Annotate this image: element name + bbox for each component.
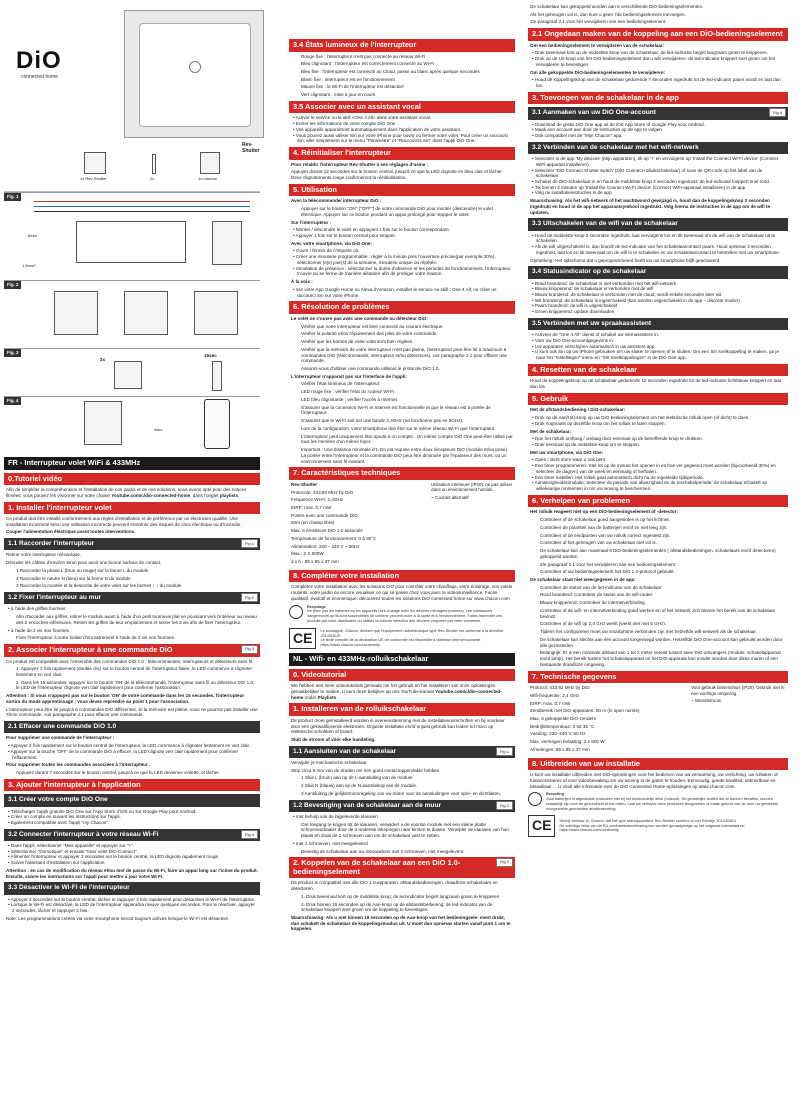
figure-2: Fig. 2 [4,280,260,348]
module-terminal-diagram [76,221,186,263]
figure-3: Fig. 3 2x 15sec [4,348,260,396]
product-photo [124,10,264,138]
fig-label: Fig. 1 [4,193,21,201]
brand-subtitle: connected home [21,74,58,80]
column-2: 3.4 États lumineux de l'interrupteur Rouge fixe : l'interrupteur n'est pas connecté au réseau Wi-Fi Bleu clignotant : l'interrupteur est correctement connecté au Wi-Fi Bleu fixe : l'interrupteur est connecté au Cloud, passe au blanc après quelque secondes Blanc fixe : interrupteur est en fonctionnement Mauve fixe : le Wi-Fi de l'interrupteur est désactivé Vert clignotant : mise à jour en cours 3.5 Associer avec un assistant vocal • Activer le service ou la skill «One 4 All» dans votre assistant vocal. • Entrer les informations de votre compte DiO One. • Vos appareils apparaîtront automatiquement dans l'application de votre assistant. • Vous pouvez aussi utiliser Siri sur votre iPhone pour ouvrir ou fermer votre volet. Pour créer un raccourci Siri, aller simplement sur le menu "Paramètre" et "Raccourcis Siri" dans l'appli DiO One. 4. Réinitialiser l'interrupteur Pour rétablir l'interrupteur Rev-Shutter à ses réglages d'usine : Appuyer durant 12 secondes sur le bouton central, jusqu'à ce que la LED clignote en bleu clair et lâcher. Deux clignotements rouge confirmeront la réinitialisation. 5. Utilisation Avec la télécommande/ interrupteur DiO : Appuyer sur le bouton "ON" ("OFF") de votre commande DiO pour monter (descendre) le volet électrique. Appuyer sur ce bouton pendant un appui prolongé pour stopper le volet. Sur l'interrupteur : • Monter / descendre le volet en appuyant 1 fois sur le bouton correspondant. • Appuyer 1 fois sur le bouton central pour stopper. Avec votre smartphone, via DiO One: • Ouvrir / fermer de n'importe où. • Créer une minuterie programmable : régler à la minute près l'ouverture précise(par exemple 30%), sélectionner le(s) jour(s) de la semaine, minuterie unique ou répétée. • Simulation de présence : sélectionner la durée d'absence et les périodes de fonctionnement, l'interrupteur s'ouvre ou se ferme de manière aléatoire afin de protéger votre maison. À la voix : • Sur votre App Google Home ou Alexa d'Amazon, installer le service ou skill : One 4 All; ou créer un raccourci Siri sur votre iPhone. 6. Résolution de problèmes Le volet ne s'ouvre pas avec une commande ou détecteur DiO: Vérifier que votre interrupteur est bien connecté au courant électrique. Vérifier la polarité et/ou l'épuisement des piles de votre commande. Vérifier que les bornes de votre volet sont bien réglées. Vérifier que la mémoire de votre interrupteur n'est pas pleine, l'interrupteur peut être lié à maximum 6 commandes DiO (télécommande, interrupteur et/ou détecteurs), voir paragraphe 2.1 pour effacer une commande. Assurez-vous d'utiliser une commande utilisant le protocole DiO 1.0. L'interrupteur n'apparait pas sur l'interface de l'appli: Vérifier l'état lumineux de l'interrupteur: LED rouge fixe : vérifier l'état du routeur Wi-Fi. LED bleu clignotante : vérifier l'accès à Internet. S'assurer que la connexion Wi-Fi et Internet est fonctionnelle et que le réseau est à portée de l'interrupteur. S'assurer que le Wi-Fi soit sur une bande 2,4GHz (ne fonctionne pas en 5GHz). Lors de la configuration, votre smartphone doit être sur le même réseau Wi-Fi que l'interrupteur. L'interrupteur peut uniquement être ajouté à un compte . Un même compte DiO One peut-être utilisé par tous les membre d'un même foyer. Important : Une distance minimale d'1-2m est requise entre deux récepteurs DiO (module et/ou prise). La portée entre l'interrupteur et la commande DiO peut être diminuée par l'épaisseur des murs, ou un environnement sans fil existant. 7. Caractéristiques techniques Rev-Shutter Protocole: 433,92 MHz by DiO Fréquence Wi-Fi: 2,4GHz EIRP: max. 0,7 mW Portée avec une commande DiO: 50m (en champ libre) Max. 6 émetteurs DiO 1.0 associés Température de fonctionnement: 0 à 35°C Alimentation: 220 – 240 V ~ 50Hz Max.: 2 X 600W d x h : 85 x 85 x 37 mm Utilisation intérieure (IP20), ne pas utiliser dans un environnement humide. ~ Courant alternatif 8. Compléter votre installation Complétez votre installation avec les solutions DiO pour contrôler votre chauffage, votre éclairage, vos volets roulants, votre jardin ou encore visualiser ce qui se passe chez vous avec la vidéosurveillance. Facile, qualitatif, évolutif et économique, découvrez toutes les solutions DiO connected home sur www.chacon.com Recyclage Ne jetez pas les batteries ou les appareils hors d'usage avec les déchets ménagers (ordures). Les substances dangereuses qu'ils sont susceptibles de contenir peuvent nuire à la santé et à l'environnement. Faites reprendre ces produits par votre distributeur ou utilisez la collecte sélective des déchets proposée par votre commune. CE Le soussigné, Chacon, déclare que l'équipement radioélectrique type Rev-Shutter est conforme à la directive 2014/53/UE. Le texte complet de la déclaration UE de conformité est disponible à l'adresse internet suivante: https://www.chacon.com/conformity NL - Wifi- en 433MHz-rolluikschakelaar 0. Videotutorial We hebben een serie videotutorials gemaakt om het gebruik en het installeren van onze oplossingen gemakkelijker te maken. U kunt deze bekijken op ons YouTube-kanaal Youtube.com/c/dio-connected-home onder Playlists. 1. Installeren van de rolluikschakelaar Dit product moet geïnstalleerd worden in overeenstemming met de installatievoorschriften en bij voorkeur door een gekwalificeerde elektricien. Onjuiste installatie en/of onjuist gebruik kan leiden tot risico op elektrische schokken of brand. Sluit de stroom af vóór elke handeling. 1.1 Aansluiten van de schakelaar Fig.1 Verwijder je mechanische schakelaar. Strip circa 8 mm van de draden om een goed contactoppervlakte hebben. 1 Sluit L (bruin) aan op de L-aansluiting van de module 2 Sluit N (blauw) aan op de N-aansluiting van de module. 3 Aansluiting de gelijkstroomregeling van uw motor voor de aansluitingen voor op/e- en dichtlieten. 1.2 Bevestiging van de schakelaar aan de muur Fig.2 • met behulp van de bijgeleverde klauwen Om toegang te krijgen tot de klauwen, verwijdert u de voorste module met een kleine platte schroevendraaier door de 2 onderste inkepingen naar binnen te duwen. Verwijder de klauwen van hun plaats en draai de 2 schroeven aan om de schakelaar vast te zetten. • met 2 schroeven, niet meegeleverd Bevestig de schakelaar aan uw inbouwdoos met 2 schroeven, niet meegeleverd. 2. Koppelen van de schakelaar aan een DiO 1.0-bedieningselement Fig.3 Dit product is compatibel met alle DiO 1.0-apparaten: afstandsbedieningen, draadloze schakelaars en detectoren. 1. Druk tweemaal kort op de middelste knop; de led-indicator begint langzaam groen te knipperen. 2. Druk binnen 15 seconden op de Aan-knop op de afstandsbediening; de led-indicator van de schakelaar knippert snel groen om de koppeling te bevestigen. Waarschuwing: Als u niet binnen 15 seconden op de Aan-knop van het bedieningsele- ment drukt, dan schakelt de schakelaar de koppelingsmodus uit. U moet dan opnieuw starten vanaf punt 1 om te koppelen. [283,0,521,1110]
contents-screws: 2x [150,176,155,181]
smartphone-icon [204,399,230,449]
product-header-image [4,6,260,155]
contents-manual: 1x manual [198,176,217,181]
indoor-use-icon: Voor gebruik binnenshuis (IP20). Gebruik niet in een vochtige omgeving. [691,685,785,696]
figure-4: Fig. 4 3sec [4,396,260,454]
ce-mark-icon: CE [528,815,555,837]
indoor-use-icon: Utilisation intérieure (IP20), ne pas utiliser dans un environnement humide. [431,481,513,493]
switch-icon [84,152,106,174]
section-title-fr: FR - Interrupteur volet WiFi & 433MHz [4,457,260,470]
motor-icon [212,221,242,265]
column-1: DiO connected home Rev-Shutter 1x Rev-Shutter 2x 1x manual Fig. 1 8mm 1,5mm² Fig. 2 Fig. 3 2x 15sec Fig. 4 3sec FR - Interrupteur volet WiFi & 433MHz 0.Tutoriel vidéo Afin de simplifier la compréhension et l'installation de nos packs et de nos solutions, nous avons opté pour des notices filmées: vous pouvez les visionner sur notre chaine Youtube.com/c/dio-connected-home, dans l'onglet playlists. 1. Installer l'interrupteur volet Ce produit doit être installé conformément aux règles d'installation et de préférence par un électricien qualifié. Une installation incorrecte et/ou une utilisation incorrecte peuvent entraîner des risques de choc électrique ou d'incendie. Couper l'alimentation électrique avant toutes interventions. 1.1 Raccorder l'interrupteur Fig.1 Retirer votre interrupteur mécanique. Dénuder les câbles d'environ 8mm pour avoir une bonne surface de contact. 1 Raccorder la phase L (brun ou rouge) sur la borne L du module 2 Raccorder le neutre N (bleu) sur la borne N du module 3 Raccorder la montée et la descente de votre volet sur les bornes ↑ ↓ du module 1.2 Fixer l'interrupteur au mur Fig.2 • à l'aide des griffes fournies Afin d'accéder aux griffes, retirer le module avant à l'aide d'un petit tournevis plat en poussant vers l'intérieur au niveau des 2 encoches inférieures. Retirer les griffes de leur emplacement et serrer les 2 vis afin de fixer l'interrupteur. • à l'aide de 2 vis non fournies Fixer l'interrupteur à votre boitier d'encastrement à l'aide de 2 vis non fournies. 2. Associer l'interrupteur à une commande DiO Fig.3 Ce produit est compatible avec l'ensemble des commandes DiO 1.0 : télécommandes, interrupteurs et détecteurs sans fil. 1. Appuyez 2 fois rapidement (double clic) sur le bouton central de l'interrupteur filaire, le LED commence à clignoter lentement en vert clair. 2. Dans les 15 secondes, appuyer sur le bouton 'ON' de la télécommande, l'interrupteur sans fil ou détecteur DiO 1.0, le LED de l'interrupteur clignote vert clair rapidement pour confirmer l'association. Attention : Si vous n'appuyez pas sur le bouton 'ON' de votre commande dans les 15 secondes, l'interrupteur sortira du mode apprentissage ; vous devez reprendre au point 1 pour l'association. L'interrupteur peut être lié jusqu'à 6 commandes DiO différentes. Si la mémoire est pleine, vous ne pourrez pas installer une 7ème commande, voir paragraphe 2.1 pour effacer une commande. 2.1 Effacer une commande DiO 1.0 Pour supprimer une commande de l'interrupteur : • Appuyer 2 fois rapidement sur le bouton central de l'interrupteur, la LED commence à clignoter lentement en vert clair. • Appuyer sur la touche 'OFF' de la commande DiO à effacer, la LED clignote vert clair rapidement pour confirmer l'effacement. Pour supprimer toutes les commandes associées à l'interrupteur : Appuyez durant 7 secondes sur le bouton central, jusqu'à ce que la LED devienne violette, et lâcher. 3. Ajouter l'interrupteur à l'application 3.1 Créer votre compte DiO One • Télécharger l'appli gratuite DiO One sur l'App Store d'iOS ou sur Google Play pour Android. • Créer un compte en suivant les instructions sur l'appli. • Également compatible avec l'appli "my Chacon". 3.2 Connecter l'interrupteur à votre réseau Wi-Fi Fig.4 • Dans l'appli, sélectionner "Mes appareils" et appuyer sur "+". • Sélectionner "Domotique" et ensuite "Inter volet DiO Connect". • Alimenter l'interrupteur et appuyer 3 secondes sur le bouton central, la LED clignote rapidement rouge. • Suivre l'assistant d'installation sur l'application. Attention : en cas de modification du réseau et/ou mot de passe du Wi-Fi, faire un appui long sur l'icône du produit. Ensuite, suivre les instructions sur l'appli pour mettre à jour votre Wi-Fi. 3.3 Désactiver le Wi-Fi de l'interrupteur • Appuyer 3 secondes sur le bouton central, lâcher et rappuyer 2 fois rapidement pour désactiver le Wi-Fi de l'interrupteur. • Lorsque le Wi-Fi est désactivé, la LED de l'interrupteur apparaîtra mauve quelques secondes. Pour le réactiver, appuyer 3 secondes, lâcher et rappuyer 2 fois. Note: Les programmations créées via votre smartphone seront toujours actives lorsque le Wi-Fi est désactivé. [0,0,268,1110]
ac-current-icon: ~ Courant alternatif [431,494,469,500]
ce-mark-icon: CE [289,628,316,650]
column-3: De schakelaar kan gekoppeld worden aan 6 verschillende DiO-bedieningselementen. Als het geheugen vol is, dan kunt u geen 7de bedieningselement toevoegen. Zie paragraaf 2.1 voor het verwijderen van een bedieningselement. 2.1 Ongedaan maken van de koppeling aan een DiO-bedieningselement Om een bedieningselement te verwijderen van de schakelaar: • Druk tweemaal kort op de middelste knop van de schakelaar; de led-indicator begint langzaam groen te knipperen. • Druk op de Uit-knop van het DiO-bedieningselement dat u wilt verwijderen; de led-indicator knippert snel groen om het verwijderen te bevestigen. Om alle gekoppelde DiO-bedieningselementen te verwijderen: • Houd de koppelingsknop van de schakelaar gedurende 7 seconden ingedrukt tot de led-indicator paars wordt en laat dan los. 3. Toevoegen van de schakelaar in de app 3.1 Aanmaken van uw DiO One-account Fig.4 • Download de gratis DiO One app uit de iOS App Store of Google Play voor Android. • Maak een account aan door de instructies op de app te volgen. • Ook compatibel met de "Mijn Chacon" app. 3.2 Verbinden van de schakelaar met het wifi-netwerk • Selecteer in de app 'My devices' (Mijn apparaten), tik op '+' en vervolgens op 'Install the Connect Wi-Fi device' (Connect WiFi-apparaat installeren). • Selecteer 'DiO Connect Shutter switch' (DiO Connect-rolluikschakelaar) of scan de QR-code op het label van de schakelaar. • Schakel de DiO-schakelaar in en houd de middelste knop 3 seconden ingedrukt; de led-indicator knippert snel rood. • Tik binnen 3 minuten op 'Install the Connect Wi-Fi device' (Connect WiFi-apparaat installeren) in de app. • Volg de installatieinstructies in de app. Waarschuwing: Als het wifi-netwerk of het wachtwoord gewijzigd is, houd dan de koppelingsknop 3 seconden ingedrukt en houd in de app het apparaatsymbool ingedrukt. Volg hierna de instructies in de app om de wifi te updaten. 3.3 Uitschakelen van de wifi van de schakelaar • Houd de middelste knop 3 seconden ingedrukt, laat vervolgens los en tik tweemaal om de wifi van de schakelaar uit te schakelen. • Als de wifi uitgeschakeld is, dan brandt de led-indicator van het schakelaarcontact paars. Houd opnieuw 3 seconden ingedrukt, laat los en tik tweemaal om de wifi in te schakelen en uw schakelaarcontact te herstellen met uw smartphone. Opmerking: Het tijdschema dat u geprogrammeerd heeft via uw smartphone blijft geactiveerd. 3.4 Statusindicator op de schakelaar • Rood brandend: de schakelaar is niet verbonden met het wifi-netwerk • Blauw knipperend: de schakelaar is verbonden met de wifi • Blauw brandend: de schakelaar is verbonden met de cloud; wordt enkele seconden later wit • Wit brandend: de schakelaar is ingeschakeld (kan worden uitgeschakeld in de app – discrete modus) • Paars brandend: de wifi is uitgeschakeld • Groen knipperend: update downloaden 3.5 Verbinden met uw spraakassistent • Activeer de "One 4 All" dienst of schakel uw stemassistent in. • Voer uw DiO One accountgegevens in. • Uw apparaten verschijnen automatisch in uw assistent app. • U kunt ook Siri op uw iPhone gebruiken om uw sluiter te openen of te sluiten. Om een Siri snelkoppeling te maken, ga je naar het "Instellingen" menu en "Siri Snelkoppelingen" in de DiO One app. 4. Resetten van de schakelaar Houd de koppelingsknop op de schakelaar gedurende 12 seconden ingedrukt tot de led-indicator lichtblauw knippert en laat dan los. 5. Gebruik Met de afstandsbediening / DiO-schakelaar: • Druk op de Aan/Uit)-knop op uw DiO-bedieningselement om het elektrische rolluik open (of dicht) te doen. • Druk nogmaals op dezelfde knop om het rolluik te laten stoppen. Met de schakelaar: • Doe het rolluik omhoog / omlaag door eenmaal op de betreffende knop te drukken. • Druk eenmaal op de middelste knop om te stoppen. Met uw smartphone, via DiO One: • Open / dicht doen waar u ook bent • Een timer programmeren: Stel tot op de minuut het openen in en hoe ver gegeend moet worden (bijvoorbeeld 30%) en selecteer de dag(en) van de week en eenmalig of herhalen. • Een timer instellen: Het rolluik gaat automatisch dicht na de ingestelde tijdsperiode. • Aanwezigheidssimulatie: Selecteer de periode van afwezigheid en de inschakelperiode; de schakelaar schakelt op willekeurige momenten in om uw woning te beschermen. 6. Verhelpen van problemen Het rolluik reageert niet op een DiO-bedieningselement of -detector: Controleer of de schakelaar goed aangesloten is op het lichtnet. Controleer de polariteit van de batterijen en/of ze niet leeg zijn. Controleer of de eindpunten van uw rolluik correct ingesteld zijn. Controleer of het geheugen van uw schakelaar niet vol is. De schakelaar kan aan maximaal 6 DiO-bedieningselementen ( afstandsbedieningen, schakelaars en/of detectoren) gekoppeld worden. Zie paragraaf 2.1 voor het verwijderen van een bedieningselement. Controleer of uw bedieningselement het DiO 1.0-protocol gebruikt. De schakelaar staat niet weergegeven in de app: Controleer de status van de led-indicator van de schakelaar: Rood brandend: Controleer de status van de wifi-router. Blauw knipperend: Controleer de internetverbinding. Controleer of de wifi- en internetverbinding goed werken en of het netwerk zich binnen het bereik van de schakelaar bevindt. Controleer of de wifi op 2,4 GHz werkt (werkt niet met 5 GHz). Tijdens het configureren moet uw smartphone verbonden zijn met hetzelfde wifi-netwerk als de schakelaar. De schakelaar kan slechts aan één account toegevoegd worden. Hetzelfde DiO One-account kan gebruikt worden door alle gezinsleden. Belangrijk: Er is een minimale afstand van 1 tot 2 meter vereist tussen twee DiO-ontvangers (module, schakelapparaat en/of lamp). Het bereik tussen het schakelapparaat en het DiO-apparaat kan minder worden door dikke muren of een bestaande draadloze omgeving. 7. Technische gegevens Protocol: 433,92 MHz by DiO Wifi-frequentie: 2,4 GHz EIRP: max. 0,7 mW Zendbereik met DiO-apparaten: 50 m (in open ruimte) Max. 6 gekoppelde DiO-zenders Bedrijfstemperatuur: 0 tot 35 °C Voeding: 220–240 V, 50 Hz Max. vermogen belasting: 2 x 600 W Afmetingen: 85 x 85 x 37 mm Voor gebruik binnenshuis (IP20). Gebruik niet in een vochtige omgeving. ~ Wisselstroom 8. Uitbreiden van uw installatie U kunt uw installatie uitbreiden met DiO-oplossingen voor het bedienen van uw verwarming, uw verlichting, uw rolluiken of tuinaccessoires of voor videobewaking om uw woning in de gaten te houden. Eenvoudig, goede kwaliteit, uitbreidbaar en betaalbaar ... U vindt alle informatie over de DiO Connected Home-oplossingen op www.chacon.com. Recycling Gooi batterijen of afgedankte producten niet bij het huishoudelijk afval (huisvuil). De gevaarlijke stoffen die ze kunnen bevatten, kunnen schadelijk zijn voor de gezondheid of het milieu. Laat uw verkoper deze producten terugnemen of maak gebruik van de door uw gemeente voorgestelde gescheiden afvalinzameling. CE Hierbij verklaar ik, Chacon, dat het type radioapparatuur Rev-Shutter conform is met Richtlijn 2014/53/EU. De volledige tekst van de EU-conformiteitsverklaring kan worden geraadpleegd op het volgende internetadres: https://www.chacon.com/conformity [526,0,802,1110]
screw-icon [152,154,156,174]
ac-current-icon: ~ Wisselstroom [691,698,722,704]
figure-1: Fig. 1 8mm 1,5mm² [4,192,260,280]
contents-switch: 1x Rev-Shutter [80,176,107,181]
product-name: Rev-Shutter [242,142,260,155]
manual-icon [200,152,220,174]
remote-icon [212,361,222,391]
recycle-icon [528,792,542,806]
tech-specs: Rev-Shutter Protocole: 433,92 MHz by DiO Fréquence Wi-Fi: 2,4GHz EIRP: max. 0,7 mW Portée avec une commande DiO: 50m (en champ libre) Max. 6 émetteurs DiO 1.0 associés Température de fonctionnement: 0 à 35°C Alimentation: 220 – 240 V ~ 50Hz Max.: 2 X 600W d x h : 85 x 85 x 37 mm Utilisation intérieure (IP20), ne pas utiliser dans un environnement humide. ~ Courant alternatif [289,482,515,567]
box-contents [4,148,260,192]
brand-logo: DiO [16,47,62,74]
recycle-icon [289,605,303,619]
